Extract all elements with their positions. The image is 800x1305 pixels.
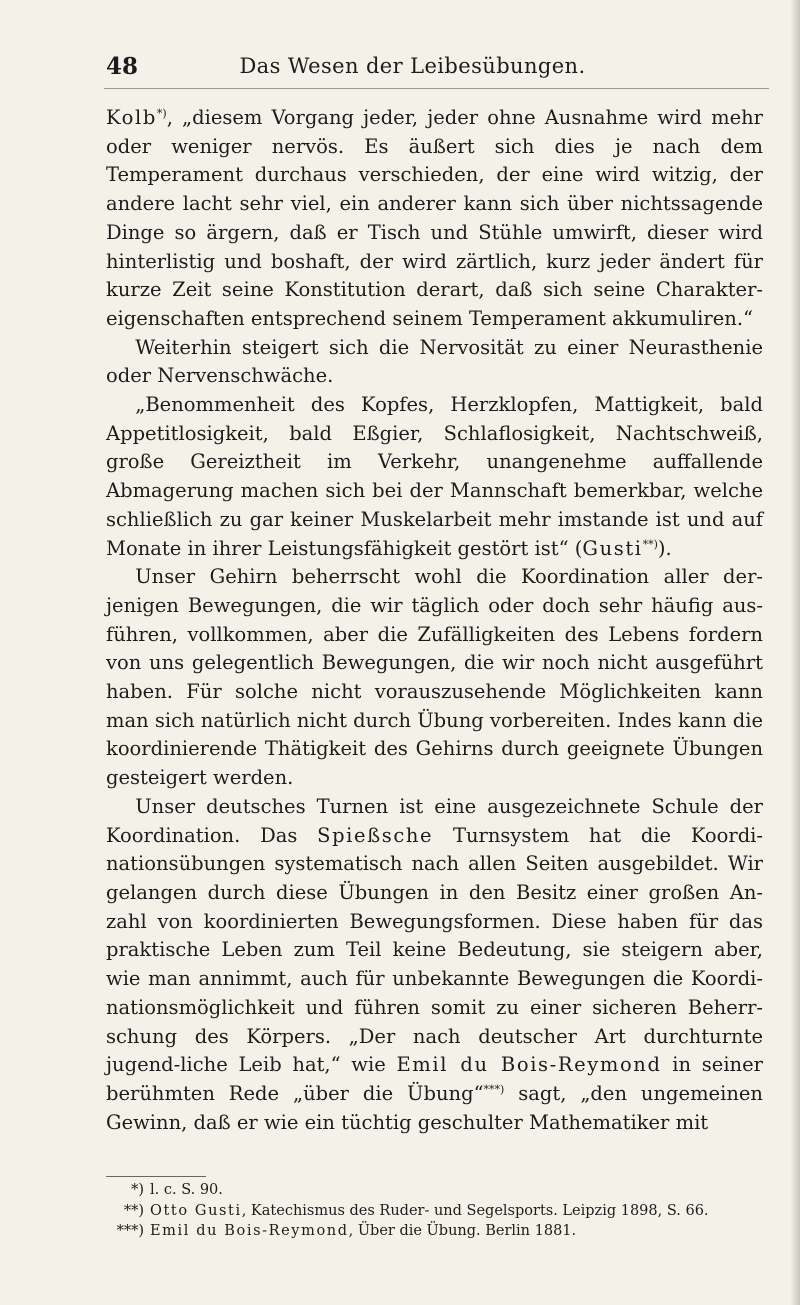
footnote (106, 1201, 763, 1222)
paragraph (106, 793, 763, 1137)
footnote-mark: ***) (116, 1223, 144, 1239)
footnote-reference: *) (156, 107, 167, 120)
page-edge-shadow (790, 0, 800, 1305)
page-number: 48 (106, 53, 139, 80)
paragraph (106, 334, 763, 391)
text-run: , Katechismus des Ruder- und Segelsports. Leipzig 1898, S. 66. (241, 1202, 709, 1219)
spaced-name: Emil du Bois-Reymond (396, 1053, 662, 1077)
text-run: Unser Gehirn beherrscht wohl die Koordination aller der-jenigen Bewegungen, die wir täglich oder doch sehr häufig aus-führen, vollkommen, aber die Zufälligkeiten des Lebens fordern von uns gelegentlich Bewegungen, die wir noch nicht ausgeführt haben. Für solche nicht vorauszusehende Möglichkeiten kann man sich natürlich nicht durch Übung vorbereiten. Indes kann die koordinierende Thätigkeit des Gehirns durch geeignete Übungen gesteigert werden. (106, 565, 763, 790)
text-run: , „diesem Vorgang jeder, jeder ohne Ausnahme wird mehr oder weniger nervös. Es äußert sich dies je nach dem Temperament durchaus verschieden, der eine wird witzig, der andere lacht sehr viel, ein anderer kann sich über nichtssagende Dinge so ärgern, daß er Tisch und Stühle umwirft, dieser wird hinterlistig und boshaft, der wird zärtlich, kurz jeder ändert für kurze Zeit seine Konstitution derart, daß sich seine Charakter-eigenschaften entsprechend seinem Temperament akkumuliren.“ (106, 106, 763, 330)
text-run: Weiterhin steigert sich die Nervosität zu einer Neurasthenie oder Nervenschwäche. (106, 335, 763, 388)
paragraph (106, 563, 763, 793)
text-run: in seiner berühmten Rede „über die Übung“ (106, 1053, 763, 1105)
spaced-name: Spießsche (317, 823, 434, 847)
footnote-mark: **) (123, 1202, 144, 1219)
text-run: „Benommenheit des Kopfes, Herzklopfen, Mattigkeit, bald Appetitlosigkeit, bald Eßgier, Schlaflosigkeit, Nachtschweiß, große Gereiztheit im Verkehr, unangenehme auffallende Abmagerung machen sich bei der Mannschaft bemerkbar, welche schließlich zu gar keiner Muskelarbeit mehr imstande ist und auf Monate in ihrer Leistungsfähigkeit gestört ist“ ( (106, 393, 763, 560)
spaced-name: Emil du Bois-Reymond (150, 1223, 349, 1239)
paragraph (106, 391, 763, 563)
footnote-rule (106, 1176, 206, 1177)
paragraph (106, 104, 763, 334)
body-text (106, 104, 763, 1137)
footnote-reference: **) (642, 537, 658, 551)
spaced-name: Otto Gusti (150, 1202, 242, 1219)
spaced-name: Kolb (106, 106, 157, 129)
text-run: Turnsystem hat die Koordi-nationsübungen systematisch nach allen Seiten ausgebildet. Wir gelangen durch diese Übungen in den Besitz einer großen An-zahl von koordinierten Bewegungsformen. Diese haben für das praktische Leben zum Teil keine Bedeutung, sie steigern aber, wie man annimmt, auch für unbekannte Bewegungen die Koordi-nationsmöglichkeit und führen somit zu einer sicheren Beherr-schung des Körpers. „Der nach deutscher Art durchturnte jugend-liche Leib hat,“ wie (106, 823, 763, 1077)
text-run: Unser deutsches Turnen ist eine ausgezeichnete Schule der Koordination. Das (106, 794, 763, 847)
text-run: l. c. S. 90. (150, 1182, 223, 1198)
text-run: ). (657, 536, 672, 560)
header-rule (104, 88, 769, 89)
footnote-reference: ***) (483, 1082, 505, 1096)
spaced-name: Gusti (582, 536, 643, 560)
page-header (60, 50, 765, 90)
footnotes (106, 1180, 763, 1242)
text-run: sagt, „den ungemeinen Gewinn, daß er wie ein tüchtig geschulter Mathematiker mit (106, 1081, 763, 1134)
footnote (106, 1180, 763, 1201)
running-title: Das Wesen der Leibesübungen. (239, 54, 586, 78)
text-run: , Über die Übung. Berlin 1881. (348, 1223, 577, 1239)
footnote-mark: *) (131, 1182, 144, 1198)
footnote (106, 1221, 763, 1242)
